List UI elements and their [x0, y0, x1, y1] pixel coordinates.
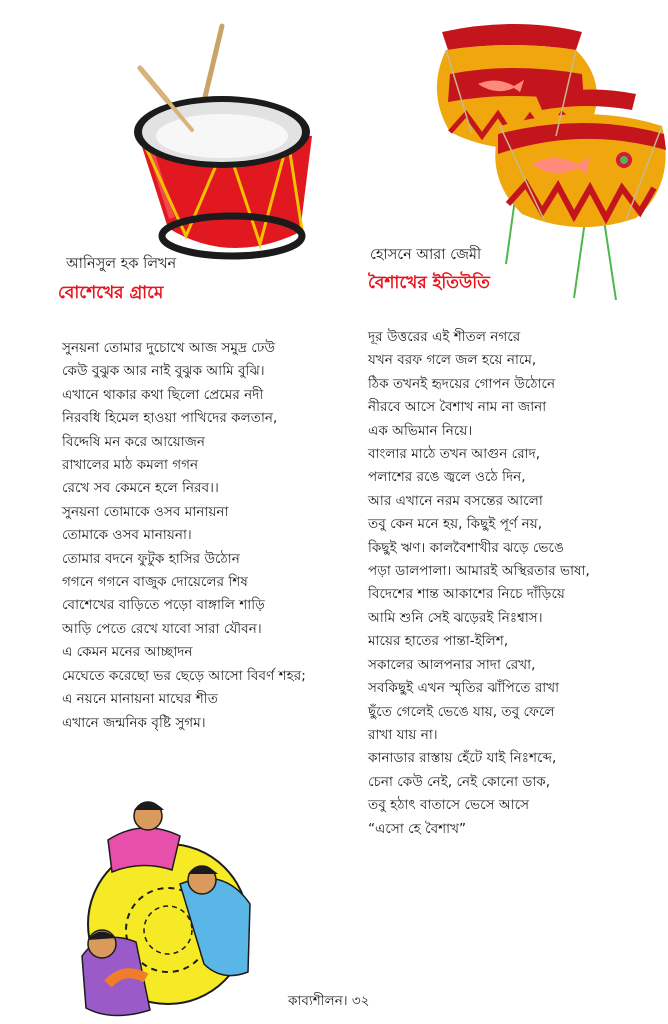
right-poem-line: তবু হঠাৎ বাতাসে ভেসে আসে	[368, 797, 530, 814]
left-poem-line: আড়ি পেতে রেখে যাবো সারা যৌবন।	[62, 620, 262, 637]
page-footer: কাব্যশীলন। ৩২	[288, 993, 370, 1009]
right-poem-line: আমি শুনি সেই ঝড়েরই নিঃশ্বাস।	[368, 609, 543, 626]
drum-illustration	[110, 18, 320, 268]
right-poem-line: কানাডার রাস্তায় হেঁটে যাই নিঃশব্দে,	[368, 750, 557, 767]
right-poem-line: যখন বরফ গলে জল হয়ে নামে,	[368, 352, 537, 369]
left-poem-title: বোশেখের গ্রামে	[58, 283, 164, 303]
left-poem-line: গগনে গগনে বাজুক দোয়েলের শিষ	[62, 574, 248, 591]
right-poem-line: নীরবে আসে বৈশাখ নাম না জানা	[368, 399, 547, 416]
left-poem-line: এ কেমন মনের আচ্ছাদন	[62, 644, 193, 661]
right-poem-line: সবকিছুই এখন স্মৃতির ঝাঁপিতে রাখা	[368, 680, 560, 697]
left-poem-line: রাখালের মাঠ কমলা গগন	[62, 457, 199, 474]
left-poem-line: মেঘেতে করেছো ভর ছেড়ে আসো বিবর্ণ শহর;	[62, 667, 306, 684]
left-poem-line: এ নয়নে মানায়না মাঘের শীত	[62, 691, 218, 708]
left-poem-line: সুনয়না তোমার দুচোখে আজ সমুদ্র ঢেউ	[62, 340, 276, 356]
right-poem-line: বাংলার মাঠে তখন আগুন রোদ,	[368, 446, 541, 463]
right-poem-line: রাখা যায় না।	[368, 726, 438, 743]
right-poem-line: পড়া ডালপালা। আমারই অস্থিরতার ভাষা,	[368, 563, 590, 580]
right-poem-line: চেনা কেউ নেই, নেই কোনো ডাক,	[368, 773, 551, 790]
right-poem-line: এক অভিমান নিয়ে।	[368, 422, 473, 439]
right-poem-line: ছুঁতে গেলেই ভেঙে যায়, তবু ফেলে	[368, 703, 555, 720]
left-poem-line: বিদ্দেষি মন করে আয়োজন	[62, 433, 205, 450]
left-poem-line: সুনয়না তোমাকে ওসব মানায়না	[62, 503, 229, 520]
left-poem-line: নিরবধি হিমেল হাওয়া পাখিদের কলতান,	[62, 410, 278, 427]
right-poem-title: বৈশাখের ইতিউতি	[368, 273, 490, 293]
right-poem-line: কিছুই ঋণ। কালবৈশাখীর ঝড়ে ভেঙে	[368, 539, 564, 556]
right-poem-line: সকালের আলপনার সাদা রেখা,	[368, 656, 536, 673]
right-poem-line: বিদেশের শান্ত আকাশের নিচে দাঁড়িয়ে	[368, 586, 565, 603]
right-poem-line: ঠিক তখনই হৃদয়ের গোপন উঠোনে	[368, 375, 556, 392]
right-poem-line: আর এখানে নরম বসন্তের আলো	[368, 492, 543, 509]
right-poem-line: তবু কেন মনে হয়, কিছুই পূর্ণ নয়,	[368, 516, 543, 533]
left-poem-line: কেউ বুঝুক আর নাই বুঝুক আমি বুঝি।	[62, 363, 265, 380]
people-circle-illustration	[72, 796, 252, 1022]
right-poem-line: মায়ের হাতের পান্তা-ইলিশ,	[368, 633, 509, 650]
left-poem-line: রেখে সব কেমনে হলে নিরব।।	[62, 480, 219, 497]
left-poem-line: এখানে জন্মনিক বৃষ্টি সুগম।	[62, 714, 206, 731]
left-poem-line: এখানে থাকার কথা ছিলো প্রেমের নদী	[62, 386, 264, 403]
left-poem-line: তোমার বদনে ফুটুক হাসির উঠোন	[62, 550, 240, 567]
right-poem-line: “এসো হে বৈশাখ”	[368, 820, 467, 837]
left-poem-line: বোশেখের বাড়িতে পড়ো বাঙ্গালি শাড়ি	[62, 597, 265, 614]
right-poem-body	[368, 326, 590, 841]
right-poem-author: হোসনে আরা জেমী	[370, 247, 482, 263]
left-poem-body	[62, 337, 306, 735]
right-poem-line: পলাশের রঙে জ্বলে ওঠে দিন,	[368, 469, 526, 486]
left-poem-author: আনিসুল হক লিখন	[66, 256, 177, 272]
right-poem-line: দূর উত্তরের এই শীতল নগরে	[368, 329, 521, 345]
left-poem-line: তোমাকে ওসব মানায়না।	[62, 527, 192, 544]
